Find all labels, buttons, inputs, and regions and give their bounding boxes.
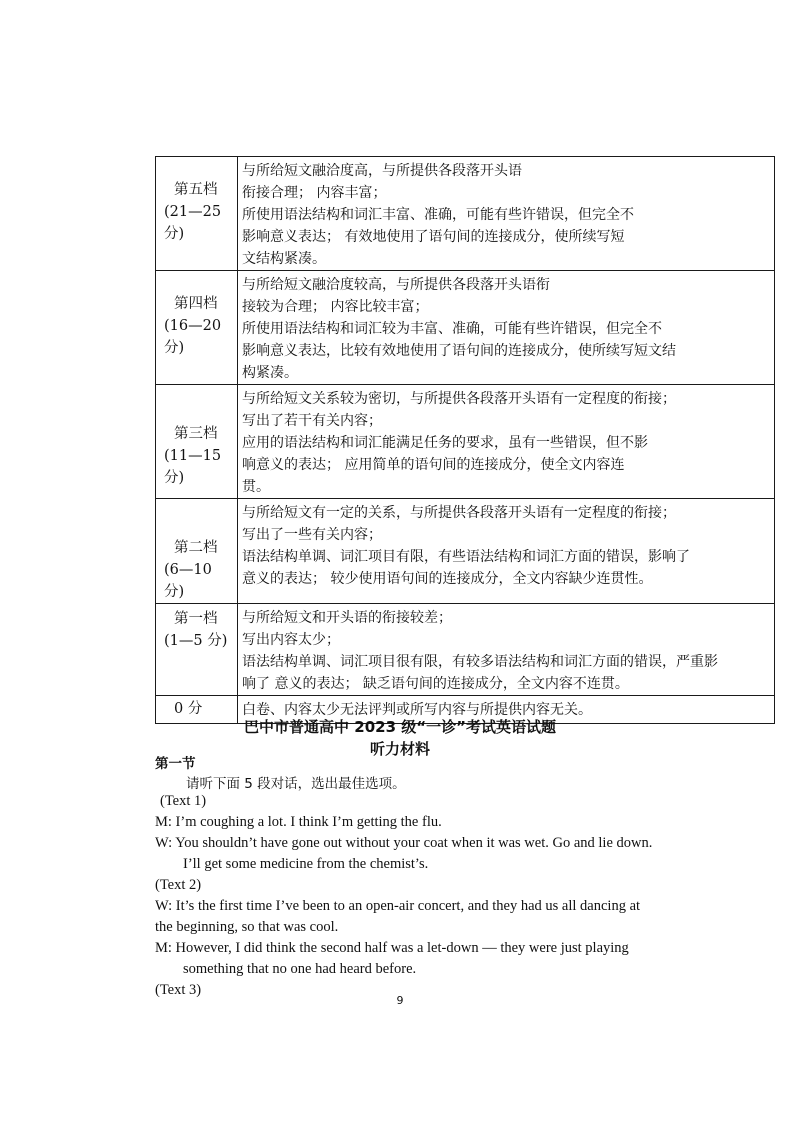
page-number: 9 [396, 994, 404, 1007]
level-range: 分) [164, 340, 185, 356]
description-line: 影响意义表达，比较有效地使用了语句间的连接成分，使所续写短文结 [242, 343, 676, 359]
description-line: 所使用语法结构和词汇较为丰富、准确，可能有些许错误，但完全不 [242, 321, 662, 337]
level-cell [156, 385, 238, 499]
level-name: 第五档 [174, 182, 218, 198]
transcript-line: (Text 1) [160, 793, 207, 809]
description-line: 衔接合理； 内容丰富； [242, 185, 387, 201]
description-line: 意义的表达； 较少使用语句间的连接成分，全文内容缺少连贯性。 [242, 571, 653, 587]
description-line: 与所给短文融洽度高，与所提供各段落开头语 [242, 163, 522, 179]
description-line: 写出了一些有关内容； [242, 527, 382, 543]
rubric-row-2 [156, 499, 775, 604]
description-cell [238, 385, 775, 499]
level-name: 第二档 [174, 540, 218, 556]
rubric-row-3 [156, 385, 775, 499]
description-line: 与所给短文和开头语的衔接较差； [242, 610, 452, 626]
description-line: 应用的语法结构和词汇能满足任务的要求，虽有一些错误，但不影 [242, 435, 648, 451]
description-cell [238, 271, 775, 385]
level-range: (6—10 [164, 562, 212, 578]
exam-subtitle: 听力材料 [369, 740, 430, 758]
level-name: 第四档 [174, 296, 218, 312]
level-cell [156, 157, 238, 271]
description-line: 语法结构单调、词汇项目有限，有些语法结构和词汇方面的错误，影响了 [242, 549, 690, 565]
rubric-row-1 [156, 604, 775, 696]
exam-title: 巴中市普通高中 2023 级“一诊”考试英语试题 [244, 718, 556, 736]
description-line: 所使用语法结构和词汇丰富、准确，可能有些许错误，但完全不 [242, 207, 634, 223]
rubric-row-4 [156, 271, 775, 385]
level-range: 分) [164, 470, 185, 486]
level-cell [156, 271, 238, 385]
rubric-row-5 [156, 157, 775, 271]
level-range: (16—20 [164, 318, 222, 334]
level-cell [156, 499, 238, 604]
description-line: 文结构紧凑。 [242, 251, 326, 267]
transcript-line: (Text 2) [155, 877, 202, 893]
scoring-rubric-table [155, 156, 775, 724]
transcript-line: the beginning, so that was cool. [155, 919, 339, 935]
transcript-line: (Text 3) [155, 982, 202, 998]
level-name: 0 分 [174, 701, 203, 717]
description-line: 语法结构单调、词汇项目很有限，有较多语法结构和词汇方面的错误，严重影 [242, 654, 718, 670]
transcript-line: M: I’m coughing a lot. I think I’m getting the flu. [155, 814, 442, 830]
level-range: (11—15 [164, 448, 222, 464]
transcript-line: W: You shouldn’t have gone out without your coat when it was wet. Go and lie down. [155, 835, 653, 851]
description-cell [238, 157, 775, 271]
description-line: 与所给短文关系较为密切，与所提供各段落开头语有一定程度的衔接； [242, 391, 676, 407]
description-line: 与所给短文有一定的关系，与所提供各段落开头语有一定程度的衔接； [242, 505, 676, 521]
transcript-line: I’ll get some medicine from the chemist’s. [183, 856, 429, 872]
description-line: 影响意义表达； 有效地使用了语句间的连接成分，使所续写短 [242, 229, 625, 245]
level-name: 第三档 [174, 426, 218, 442]
description-line: 构紧凑。 [242, 365, 298, 381]
description-line: 贯。 [242, 479, 270, 495]
level-name: 第一档 [174, 611, 218, 627]
listening-instruction: 请听下面 5 段对话，选出最佳选项。 [186, 776, 406, 792]
transcript-line: W: It’s the first time I’ve been to an open-air concert, and they had us all dancing at [155, 898, 641, 914]
level-range: (21—25 [164, 204, 222, 220]
section-heading: 第一节 [155, 756, 196, 772]
description-line: 响了 意义的表达； 缺乏语句间的连接成分，全文内容不连贯。 [242, 676, 629, 692]
level-range: 分) [164, 226, 185, 242]
description-line: 响意义的表达； 应用简单的语句间的连接成分，使全文内容连 [242, 457, 625, 473]
description-line: 白卷、内容太少无法评判或所写内容与所提供内容无关。 [242, 702, 592, 718]
level-range: (1—5 分) [164, 633, 228, 649]
description-cell [238, 604, 775, 696]
description-line: 与所给短文融洽度较高，与所提供各段落开头语衔 [242, 277, 550, 293]
transcript-line: M: However, I did think the second half was a let-down — they were just playing [155, 940, 629, 956]
level-range: 分) [164, 584, 185, 600]
description-cell [238, 499, 775, 604]
transcript-line: something that no one had heard before. [183, 961, 417, 977]
description-line: 接较为合理； 内容比较丰富； [242, 299, 429, 315]
description-line: 写出内容太少； [242, 632, 340, 648]
description-line: 写出了若干有关内容； [242, 413, 382, 429]
level-cell [156, 604, 238, 696]
